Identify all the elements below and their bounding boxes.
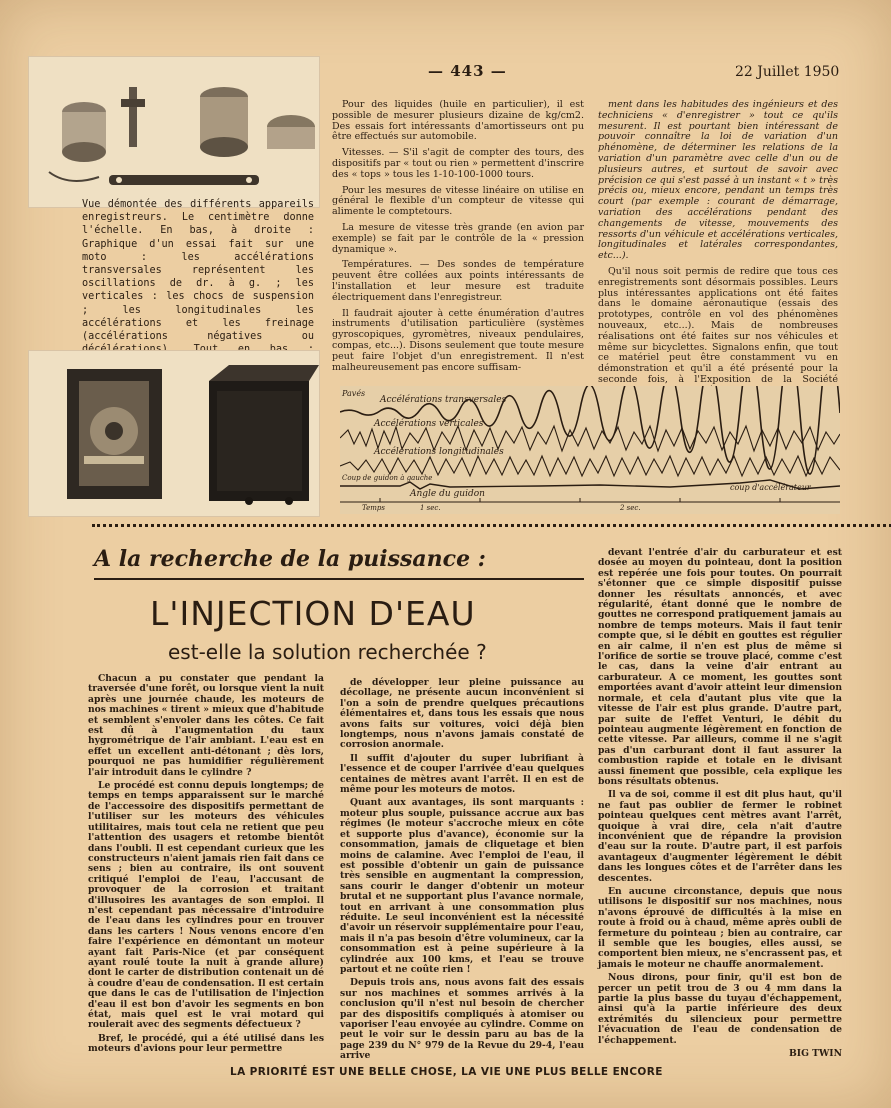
paragraph: Bref, le procédé, qui a été utilisé dans les moteurs d'avions pour leur permettre bbox=[88, 1032, 324, 1055]
trace-label-sec2: 2 sec. bbox=[620, 504, 641, 512]
trace-label-guidon: Coup de guidon à gauche bbox=[342, 474, 433, 482]
recording-text-column bbox=[598, 100, 838, 402]
article-column-3 bbox=[598, 548, 842, 1063]
recorder-parts-photo bbox=[28, 56, 320, 208]
paragraph: Pour les mesures de vitesse linéaire on utilise en général le flexible d'un compteur de vitesse qui alimente le comptetours. bbox=[332, 184, 584, 218]
paragraph: La mesure de vitesse très grande (en avion par exemple) se fait par le contrôle de la « pression dynamique ». bbox=[332, 221, 584, 255]
paragraph: Il suffit d'ajouter du super lubrifiant à l'essence et de couper l'arrivée d'eau quelques centaines de mètres avant l'arrêt. Il en est de même pour les moteurs de motos. bbox=[340, 752, 584, 796]
instrument-text-column bbox=[332, 100, 584, 378]
paragraph: devant l'entrée d'air du carburateur et est dosée au moyen du pointeau, dont la position est repérée une fois pour toutes. On pourrait s'étonner que ce simple dispositif puisse donner les résultats annoncés, et avec régularité, étant donné que le nombre de gouttes ne correspond pratiquement jamais au nombre de temps moteurs. Mais il faut tenir compte que, si le débit en gouttes est régulier en air calme, il n'en est plus de même si l'orifice de sortie se trouve placé, comme c'est le cas, dans la veine d'air entrant au carburateur. A ce moment, les gouttes sont emportées avant d'avoir atteint leur dimension normale, et cela d'autant plus vite que la vitesse de l'air est plus grande. D'autre part, par suite de l'effet Venturi, le débit du pointeau augmente légèrement en fonction de cette vitesse. Par ailleurs, comme il ne s'agit pas d'un carburant dont il faut assurer la combustion rapide et totale en le divisant aussi finement que possible, cela explique les bons résultats obtenus. bbox=[598, 547, 842, 787]
article-title: L'INJECTION D'EAU bbox=[150, 594, 476, 633]
paragraph: Il faudrait ajouter à cette énumération d'autres instruments d'utilisation particulière (systèmes gyroscopiques, gyromètres, niveaux pendulaires, compas, etc...). Disons seulement que toute mesure peut faire l'objet d'un enregistrement. Il n'est malheureusement pas encore suffisam- bbox=[332, 307, 584, 373]
acceleration-trace-graph bbox=[340, 386, 840, 514]
paragraph: Nous dirons, pour finir, qu'il est bon de percer un petit trou de 3 ou 4 mm dans la partie la plus basse du tuyau d'échappement, ainsi qu'à la partie inférieure des deux extrémités du silencieux pour permettre l'évacuation de l'eau de condensation de l'échappement. bbox=[598, 972, 842, 1046]
paragraph: En aucune circonstance, depuis que nous utilisons le dispositif sur nos machines, nous n'avons éprouvé de difficultés à la mise en route à froid ou à chaud, même après oubli de fermeture du pointeau ; bien au contraire, car il semble que les bougies, elles aussi, se comportent bien mieux, ne s'encrassent pas, et jamais le moteur ne chauffe anormalement. bbox=[598, 886, 842, 970]
paragraph: Qu'il nous soit permis de redire que tous ces enregistrements sont désormais possibles. Leurs plus intéressantes applications ont été faites dans le domaine aéronautique (essais des prototypes, contrôle en vol des phénomènes nouveaux, etc...). Mais de nombreuses réalisations ont été faites sur nos véhicules et même sur bicyclettes. Signalons enfin, que tout ce matériel peut être constamment vu en démonstration et qu'il a été présenté pour la seconde fois, à l'Exposition de la Société bbox=[598, 265, 838, 385]
article-subtitle: est-elle la solution recherchée ? bbox=[168, 640, 487, 664]
issue-date: 22 Juillet 1950 bbox=[735, 64, 840, 80]
paragraph: Depuis trois ans, nous avons fait des essais sur nos machines et sommes arrivés à la conclusion qu'il n'est nul besoin de chercher par des dispositifs compliqués à atomiser ou vaporiser l'eau envoyée au cylindre. Comme on peut le voir sur le dessin paru au bas de la page 239 du N° 979 de la Revue du 29-4, l'eau arrive bbox=[340, 977, 584, 1062]
paragraph: Températures. — Des sondes de température peuvent être collées aux points intéressants de l'installation et leur mesure est traduite électriquement dans l'enregistreur. bbox=[332, 259, 584, 303]
paragraph: Il va de soi, comme il est dit plus haut, qu'il ne faut pas oublier de fermer le robinet pointeau quelques cent mètres avant l'arrêt, quoique à vrai dire, cela n'ait d'autre inconvénient que de répandre la provision d'eau sur la route. D'autre part, il est parfois avantageux d'augmenter légèrement le débit dans les longues côtes et de l'arrêter dans les descentes. bbox=[598, 789, 842, 884]
trace-label-longitudinal: Accélérations longitudinales bbox=[374, 447, 504, 457]
article-column-2 bbox=[340, 678, 584, 1065]
article-signature: BIG TWIN bbox=[789, 1048, 842, 1060]
paragraph: de développer leur pleine puissance au décollage, ne présente aucun inconvénient si l'on a soin de prendre quelques précautions élémentaires et, dans tous les essais que nous avons faits sur voitures, voici déjà bien longtemps, nous n'avons jamais constaté de corrosion anormale. bbox=[340, 677, 584, 751]
paragraph: Vitesses. — S'il s'agit de compter des tours, des dispositifs par « tout ou rien » permettent d'inscrire des « tops » tous les 1-10-100-1000 tours. bbox=[332, 147, 584, 180]
trace-label-sec1: 1 sec. bbox=[420, 504, 441, 512]
recorder-devices-photo bbox=[28, 350, 320, 517]
page-number: — 443 — bbox=[428, 62, 507, 80]
paragraph: Pour des liquides (huile en particulier), il est possible de mesurer plusieurs dizaine de kg/cm2. Des essais fort intéressants d'amortisseurs ont pu être effectués sur automobile. bbox=[332, 99, 584, 143]
paragraph: Le procédé est connu depuis longtemps; de temps en temps apparaissent sur le marché de l'accessoire des dispositifs permettant de l'utiliser sur les moteurs des véhicules utilitaires, mais tout cela ne retient que peu l'attention des usagers et retombe bientôt dans l'oubli. Il est cependant curieux que les constructeurs n'aient jamais rien fait dans ce sens ; bien au contraire, ils ont souvent critiqué l'emploi de l'eau, l'accusant de provoquer de la corrosion et traitant d'illusoires les avantages de son emploi. Il n'est cependant pas nécessaire d'introduire de l'eau dans les cylindres pour en trouver dans les carters ! Nous venons encore d'en faire l'expérience en démontant un moteur ayant fait Paris-Nice (et par conséquent ayant roulé toute la nuit à grande allure) dont le carter de distribution contenait un dé à coudre d'eau de condensation. Il est certain que dans le cas de l'utilisation de l'injection d'eau il est bon d'avoir les segments en bon état, mais quel est le vrai motard qui roulerait avec des segments défectueux ? bbox=[88, 780, 324, 1031]
trace-label-angle: Angle du guidon bbox=[410, 489, 485, 499]
paragraph: ment dans les habitudes des ingénieurs et des techniciens « d'enregistrer » tout ce qu'ils mesurent. Il est pourtant bien intéressant de pouvoir connaître la loi de variation d'un phénomène, de déterminer les relations de la variation d'un paramètre avec celle d'un ou de plusieurs autres, et surtout de savoir avec précision ce qui s'est passé à un instant « t » très précis ou, mieux encore, pendant un temps très court (par exemple : courant de démarrage, variation des accélérations pendant des changements de vitesse, mouvements des ressorts d'un véhicule et accélérations verticales, longitudinales et latérales correspondantes, etc...). bbox=[598, 99, 838, 262]
photo-caption: Vue démontée des différents appareils enregistreurs. Le centimètre donne l'échelle. En bas, à droite : Graphique d'un essai fait sur une moto : les accélérations transversales représentent les oscillations de dr. à g. ; les verticales : les chocs de suspension ; les longitudinales les accélérations et les freinage (accélérations négatives ou bbox=[82, 199, 314, 343]
trace-label-vertical: Accélérations verticales bbox=[374, 419, 484, 429]
footer-slogan: LA PRIORITÉ EST UNE BELLE CHOSE, LA VIE UNE PLUS BELLE ENCORE bbox=[230, 1066, 663, 1078]
article-kicker: A la recherche de la puissance : bbox=[94, 546, 486, 572]
article-column-1 bbox=[88, 674, 324, 1058]
paragraph: Chacun a pu constater que pendant la traversée d'une forêt, ou lorsque vient la nuit après une journée chaude, les moteurs de nos machines « tirent » mieux que d'habitude et semblent s'envoler dans les côtes. Ce fait est dû à l'augmentation du taux hygrométrique de l'air ambiant. L'eau est en effet un excellent anti-détonant ; dès lors, pourquoi ne pas humidifier régulièrement l'air introduit dans le cylindre ? bbox=[88, 673, 324, 778]
kicker-underline bbox=[94, 578, 584, 580]
section-divider bbox=[92, 524, 891, 527]
trace-label-accel: coup d'accélérateur bbox=[730, 483, 811, 492]
paragraph: Quant aux avantages, ils sont marquants : moteur plus souple, puissance accrue aux bas régimes (le moteur s'accroche mieux en côte et supporte plus d'avance), économie sur la consommation, jamais de cliquetage et bien moins de calamine. Avec l'emploi de l'eau, il est possible d'obtenir un gain de puissance très sensible en augmentant la compression, sans courir le danger d'obtenir un moteur brutal et ne supportant plus l'avance normale, tout en arrivant à une consommation plus réduite. Le seul inconvénient est la nécessité d'avoir un réservoir supplémentaire pour l'eau, mais il n'a pas besoin d'être volumineux, car la consommation est à peine supérieure à la cylindrée aux 100 kms, et l'eau se trouve partout et ne coûte rien ! bbox=[340, 797, 584, 975]
trace-label-transverse: Accélérations transversales bbox=[380, 395, 507, 405]
trace-label-pave: Pavés bbox=[342, 389, 366, 398]
trace-label-temps: Temps bbox=[362, 504, 385, 512]
